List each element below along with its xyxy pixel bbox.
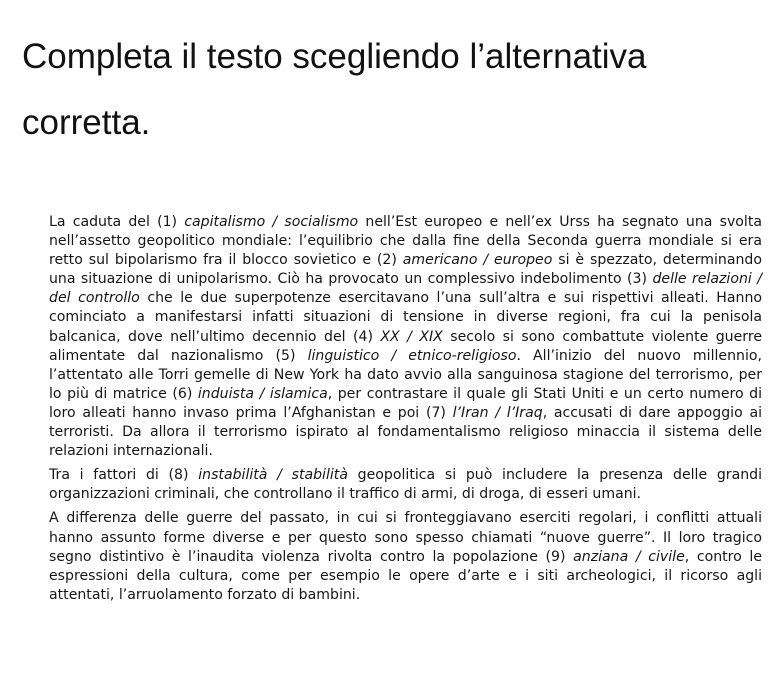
answer-choice: linguistico / etnico-religioso: [307, 347, 517, 364]
answer-choice: delle relazioni / del controllo: [49, 271, 762, 307]
answer-choice: induista / islamica: [197, 385, 328, 402]
text-segment: La caduta del (1): [49, 214, 185, 230]
text-segment: si è spezzato, determinando una situazione di unipolarismo. Ciò ha provocato un complessivo indebolimento (3): [49, 252, 763, 288]
text-segment: Tra i fattori di (8): [49, 467, 199, 484]
answer-choice: l’Iran / l’Iraq: [452, 404, 543, 421]
paragraph-2: [49, 466, 762, 504]
text-segment: , per contrastare il quale gli Stati Uniti e un certo numero di loro alleati hanno invaso prima l’Afghanistan e poi (7): [49, 385, 763, 421]
answer-choice: anziana / civile: [573, 548, 685, 565]
answer-choice: americano / europeo: [402, 252, 553, 269]
exercise-passage: [49, 213, 762, 605]
answer-choice: XX / XIX: [380, 328, 443, 345]
text-segment: A differenza delle guerre del passato, in cui si fronteggiavano eserciti regolari, i conflitti attuali hanno assunto forme diverse e per questo sono spesso chiamati “nuove guerre”. Il loro tragico segno distintivo è l’inaudita violenza rivolta contro la popolazione (9): [49, 510, 762, 565]
text-segment: secolo si sono combattute violente guerre alimentate dal nazionalismo (5): [49, 328, 762, 364]
paragraph-3: [49, 509, 762, 604]
text-segment: nell’Est europeo e nell’ex Urss ha segnato una svolta nell’assetto geopolitico mondiale: l’equilibrio che dalla fine della Seconda guerra mondiale si era retto sul bipolarismo fra il blocco sovietico e (2): [49, 214, 762, 269]
paragraph-1: [49, 213, 762, 461]
text-segment: , contro le espressioni della cultura, come per esempio le opere d’arte e i siti archeologici, il ricorso agli attentati, l’arruolamento forzato di bambini.: [49, 548, 763, 603]
text-segment: che le due superpotenze esercitavano l’una sull’altra e sui rispettivi alleati. Hanno cominciato a manifestarsi infatti situazioni di tensione in diverse regioni, fra cui la penisola balcanica, dove nell’ultimo decennio del (4): [49, 290, 763, 345]
answer-choice: instabilità / stabilità: [198, 467, 348, 484]
text-segment: , accusati di dare appoggio ai terroristi. Da allora il terrorismo ispirato al fondamentalismo religioso minaccia il sistema delle relazioni internazionali.: [49, 404, 762, 460]
answer-choice: capitalismo / socialismo: [184, 214, 359, 230]
text-segment: . All’inizio del nuovo millennio, l’attentato alle Torri gemelle di New York ha dato avvio alla sanguinosa stagione del terrorismo, per lo più di matrice (6): [49, 347, 762, 402]
exercise-title: Completa il testo scegliendo l’alternativa corretta.: [22, 37, 647, 142]
text-segment: geopolitica si può includere la presenza delle grandi organizzazioni criminali, che controllano il traffico di armi, di droga, di esseri umani.: [49, 467, 762, 503]
